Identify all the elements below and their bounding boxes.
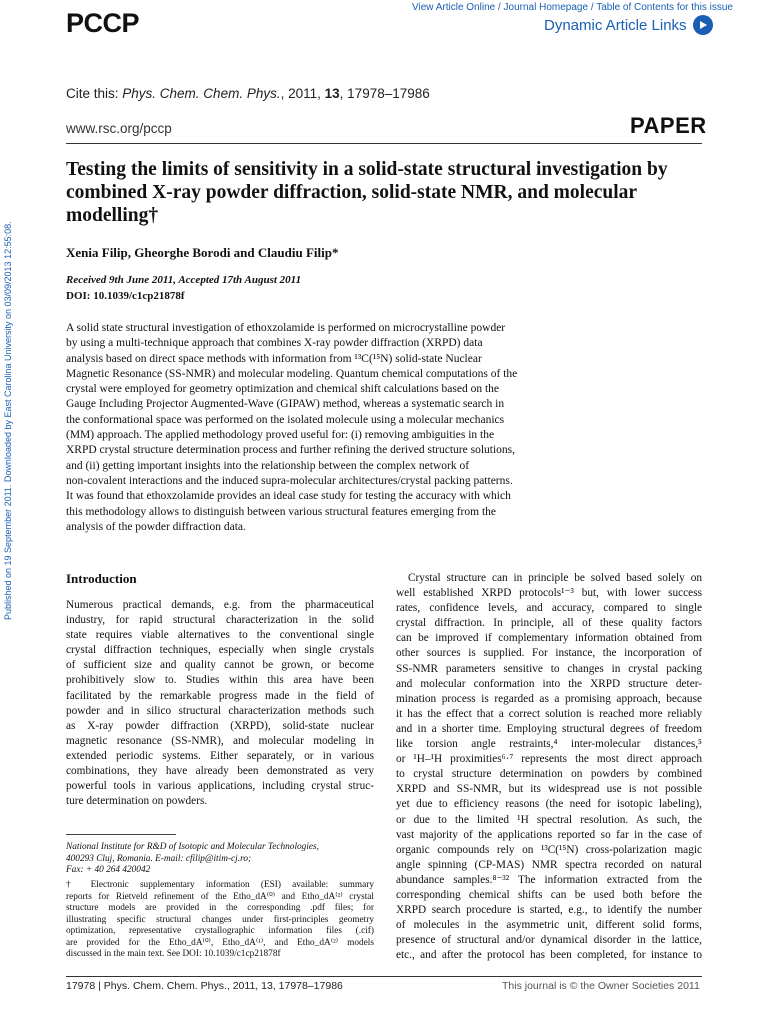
- abstract-line: analysis based on direct space methods with information from ¹³C(¹⁵N) solid-state Nuclear: [66, 352, 482, 365]
- body-line: can be improved if complementary information obtained from: [396, 632, 702, 645]
- body-line: abundance samples.⁸⁻³² The information extracted from the: [396, 873, 702, 886]
- body-line: other sources is supplied. For instance, the incorporation of: [396, 647, 702, 660]
- body-line: like torsion angle restraints,⁴ inter-molecular distances,⁵: [396, 738, 702, 751]
- esi-line: discussed in the main text. See DOI: 10.1039/c1cp21878f: [66, 949, 281, 959]
- body-line: ture determination on powders.: [66, 795, 208, 808]
- footer-citation: 17978 | Phys. Chem. Chem. Phys., 2011, 13, 17978–17986: [66, 980, 343, 992]
- body-line: corresponding chemical shifts can be used both before the: [396, 888, 702, 901]
- body-line: vast majority of the applications reported so far in the case of: [396, 828, 702, 841]
- body-line: rates, confidence levels, and accuracy, compared to single: [396, 602, 702, 615]
- abstract-line: Magnetic Resonance (SS-NMR) and molecular modeling. Quantum chemical computations of the: [66, 367, 518, 380]
- body-line: as X-ray powder diffraction (XRPD), solid-state nuclear: [66, 719, 374, 732]
- body-line: XRPD search procedure is started, e.g., to identify the number: [396, 904, 702, 917]
- body-line: of sufficient size and quality cannot be grown, or become: [66, 659, 374, 672]
- abstract-line: crystal were employed for geometry optimization and chemical shift calculations based on the: [66, 383, 500, 396]
- dynamic-article-links[interactable]: [544, 15, 713, 35]
- esi-line: are provided for the Etho_dA⁽⁰⁾, Etho_dA⁽¹⁾, and Etho_dA⁽²⁾ models: [66, 937, 374, 948]
- esi-line: structure models are provided in the corresponding .pdf files; for: [66, 903, 374, 913]
- abstract-line: and (ii) getting important insights into the relationship between the complex network of: [66, 459, 470, 472]
- affiliation-line: Fax: + 40 264 420042: [66, 865, 151, 876]
- body-line: SS-NMR parameters sensitive to changes in crystal packing: [396, 662, 702, 675]
- abstract-line: It was found that ethoxzolamide provides an ideal case study for testing the accuracy with which: [66, 490, 511, 503]
- body-line: XRPD and SS-NMR, but its widespread use is not possible: [396, 783, 702, 796]
- abstract-line: by using a multi-technique approach that combines X-ray powder diffraction (XRPD) data: [66, 337, 483, 350]
- body-column-left: [66, 598, 374, 809]
- citation-line: Cite this: Phys. Chem. Chem. Phys., 2011, 13, 17978–17986: [66, 86, 430, 101]
- esi-line: illustrating specific structural changes under first-principles geometry: [66, 914, 374, 925]
- body-line: organic compounds rely on ¹³C(¹⁵N) cross-polarization magic: [396, 843, 702, 856]
- doi[interactable]: DOI: 10.1039/c1cp21878f: [66, 290, 185, 302]
- body-line: yet due to efficiency reasons (the need for isotopic labeling),: [396, 798, 702, 811]
- view-article-online-link[interactable]: View Article Online: [412, 2, 496, 13]
- article-title: [66, 158, 706, 227]
- body-line: extended periodic systems. Either separately, or in various: [66, 749, 374, 762]
- section-heading: Introduction: [66, 571, 137, 586]
- footer-copyright: This journal is © the Owner Societies 2011: [502, 980, 700, 992]
- title-line: Testing the limits of sensitivity in a solid-state structural investigation by: [66, 159, 668, 180]
- play-arrow-icon[interactable]: [693, 15, 713, 35]
- body-line: powder and in silico structural characterization methods such: [66, 704, 374, 717]
- abstract-line: Gauge Including Projector Augmented-Wave (GIPAW) method, whereas a systematic search in: [66, 398, 505, 411]
- body-line: it has the effect that a correct solution is reached more reliably: [396, 707, 702, 720]
- abstract-line: A solid state structural investigation of ethoxzolamide is performed on microcrystalline powder: [66, 322, 506, 334]
- body-line: prohibitively slow to. Studies within this area have been: [66, 674, 374, 687]
- body-line: Numerous practical demands, e.g. from the pharmaceutical: [66, 599, 374, 611]
- toc-link[interactable]: Table of Contents for this issue: [596, 2, 733, 13]
- abstract-line: (MM) approach. The applied methodology proved useful for: (i) removing ambiguities in the: [66, 429, 495, 442]
- abstract-line: non-covalent interactions and the induced supra-molecular architectures/crystal packing patterns.: [66, 474, 513, 487]
- body-line: state requires viable alternatives to the conventional single: [66, 629, 374, 642]
- body-line: combinations, they have already been demonstrated as very: [66, 765, 374, 778]
- article-type: PAPER: [630, 113, 707, 138]
- body-line: of molecules in the asymmetric unit, different solid forms,: [396, 919, 702, 932]
- top-links: View Article Online / Journal Homepage / Table of Contents for this issue: [412, 2, 733, 13]
- footnote-divider: [66, 834, 176, 835]
- esi-line: † Electronic supplementary information (ESI) available: summary: [66, 880, 374, 890]
- body-line: etc., and after the protocol has been completed, for instance to: [396, 949, 702, 962]
- body-line: mination process is regarded as a promising approach, because: [396, 692, 702, 705]
- body-line: magnetic resonance (SS-NMR), and molecular modeling in: [66, 734, 374, 747]
- affiliation-line: 400293 Cluj, Romania. E-mail: cfilip@itim-cj.ro;: [66, 853, 252, 864]
- side-stamp: [3, 190, 15, 620]
- abstract-line: analysis of the powder diffraction data.: [66, 520, 246, 533]
- esi-footnote: [66, 880, 374, 961]
- body-line: industry, for rapid structural characterization in the solid: [66, 614, 374, 627]
- esi-line: optimization, representative crystallographic information files (.cif): [66, 926, 374, 936]
- abstract-line: the conformational space was performed on the isolated molecule using a molecular mechanics: [66, 413, 505, 426]
- body-line: well established XRPD protocols¹⁻³ but, with lower success: [396, 587, 702, 600]
- journal-name: PCCP: [66, 8, 140, 38]
- body-line: or ¹H–¹H proximities⁶·⁷ represents the most direct approach: [396, 753, 702, 766]
- body-line: presence of structural and/or dynamical disorder in the lattice,: [396, 934, 702, 947]
- dynamic-article-links-label[interactable]: Dynamic Article Links: [544, 16, 687, 34]
- body-line: Crystal structure can in principle be solved based solely on: [408, 572, 702, 584]
- abstract: [66, 321, 702, 535]
- body-column-right: [396, 571, 702, 963]
- body-line: or due to the limited ¹H spectral resolution. As such, the: [396, 813, 702, 826]
- header-divider: [66, 143, 702, 144]
- affiliation: [66, 842, 374, 877]
- body-line: angle spinning (CP-MAS) NMR spectra recorded on natural: [396, 858, 702, 871]
- journal-homepage-link[interactable]: Journal Homepage: [503, 2, 589, 13]
- footer-divider: [66, 976, 702, 977]
- body-line: facilitated by the remarkable progress made in the field of: [66, 689, 374, 702]
- affiliation-line: National Institute for R&D of Isotopic and Molecular Technologies,: [66, 842, 319, 852]
- abstract-line: XRPD crystal structure determination process and further refining the derived structure solutions,: [66, 444, 516, 457]
- authors: Xenia Filip, Gheorghe Borodi and Claudiu Filip*: [66, 245, 339, 260]
- esi-line: reports for Rietveld refinement of the Etho_dA⁽⁰⁾ and Etho_dA⁽²⁾ crystal: [66, 891, 374, 902]
- title-line: combined X-ray powder diffraction, solid-state NMR, and molecular: [66, 182, 638, 203]
- body-line: crystal diffraction. In principle, all of these quality factors: [396, 617, 702, 630]
- body-line: crystal diffraction techniques, especially when single crystals: [66, 644, 374, 657]
- journal-url[interactable]: www.rsc.org/pccp: [66, 121, 172, 136]
- title-line: modelling†: [66, 205, 159, 226]
- abstract-line: this methodology allows to distinguish between various structural features emerging from the: [66, 505, 496, 518]
- download-stamp-text: Published on 19 September 2011. Downloaded by East Carolina University on 03/09/2013 12:55:08.: [3, 221, 13, 620]
- body-line: and in a shorter time. Employing structural degrees of freedom: [396, 722, 702, 735]
- body-line: to crystal structure determination on powders by combined: [396, 768, 702, 781]
- body-line: and molecular conformation into the XRPD structure deter-: [396, 677, 702, 690]
- body-line: powerful tools in various applications, including crystal struc-: [66, 780, 374, 793]
- received-dates: Received 9th June 2011, Accepted 17th August 2011: [66, 274, 302, 286]
